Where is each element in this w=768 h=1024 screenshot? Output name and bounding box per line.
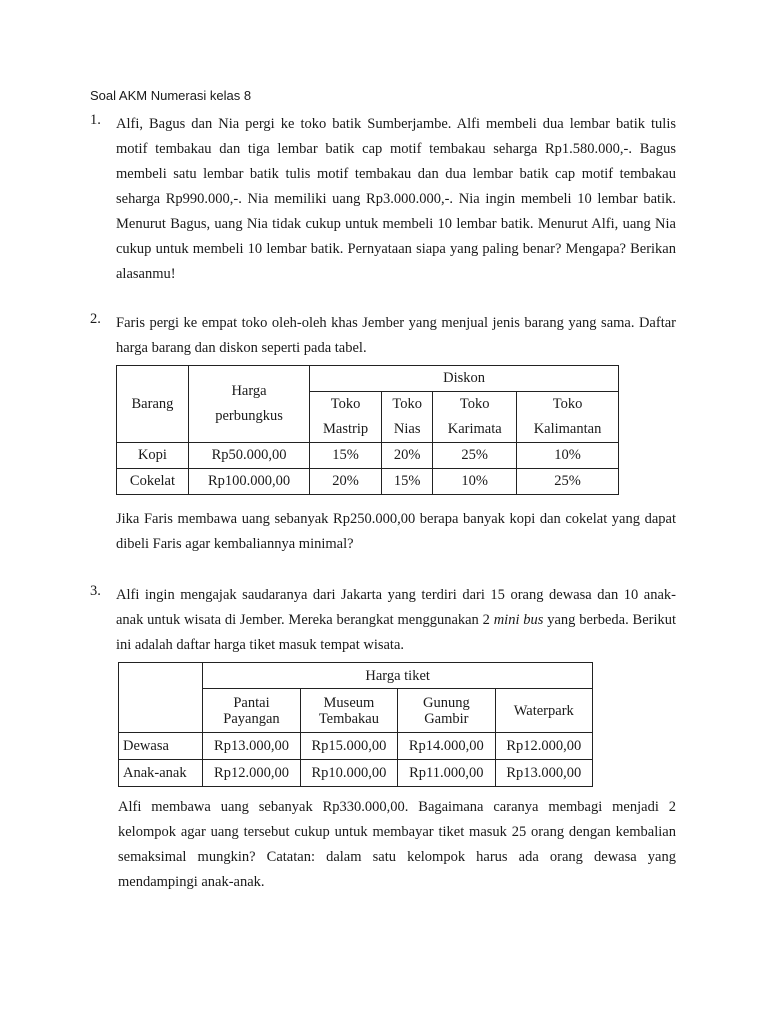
header-empty — [119, 663, 203, 733]
header-diskon: Diskon — [310, 366, 619, 392]
table-row: Anak-anak Rp12.000,00 Rp10.000,00 Rp11.000,00 Rp13.000,00 — [119, 760, 593, 787]
question-1 — [90, 112, 676, 287]
header-place: Gunung Gambir — [398, 689, 495, 733]
header-store: Toko Karimata — [433, 392, 517, 443]
question-number: 1. — [90, 112, 101, 128]
header-barang: Barang — [117, 366, 189, 443]
ticket-table — [118, 662, 593, 787]
table-row: Cokelat Rp100.000,00 20% 15% 10% 25% — [117, 469, 619, 495]
table-row: Kopi Rp50.000,00 15% 20% 25% 10% — [117, 443, 619, 469]
header-place: Museum Tembakau — [300, 689, 397, 733]
question-text: Alfi, Bagus dan Nia pergi ke toko batik Sumberjambe. Alfi membeli dua lembar batik tulis motif tembakau dan tiga lembar batik cap motif tembakau seharga Rp1.580.000,-. Bagus membeli satu lembar batik tulis motif tembakau dan dua lembar batik cap motif tembakau seharga Rp990.000,-. Nia memiliki uang Rp3.000.000,-. Nia ingin membeli 10 lembar batik. Menurut Bagus, uang Nia tidak cukup untuk membeli 10 lembar batik. Menurut Alfi, uang Nia cukup untuk membeli 10 lembar batik. Pernyataan siapa yang paling benar? Mengapa? Berikan alasanmu! — [116, 116, 676, 282]
emphasis-text: mini bus — [493, 612, 544, 628]
question-number: 2. — [90, 311, 101, 327]
question-2 — [90, 311, 676, 557]
question-intro: Faris pergi ke empat toko oleh-oleh khas Jember yang menjual jenis barang yang sama. Daftar harga barang dan diskon seperti pada tabel. — [116, 315, 676, 356]
table-row: Dewasa Rp13.000,00 Rp15.000,00 Rp14.000,00 Rp12.000,00 — [119, 733, 593, 760]
header-store: Toko Kalimantan — [517, 392, 619, 443]
header-place: Pantai Payangan — [203, 689, 300, 733]
question-text: Alfi membawa uang sebanyak Rp330.000,00. Bagaimana caranya membagi menjadi 2 kelompok agar uang tersebut cukup untuk membayar tiket masuk 25 orang dengan kembalian semaksimal mungkin? Catatan: dalam satu kelompok harus ada orang dewasa yang mendampingi anak-anak. — [118, 799, 676, 890]
question-text: Jika Faris membawa uang sebanyak Rp250.000,00 berapa banyak kopi dan cokelat yang dapat dibeli Faris agar kembaliannya minimal? — [116, 511, 676, 552]
header-store: Toko Nias — [382, 392, 433, 443]
question-number: 3. — [90, 583, 101, 599]
header-harga: Harga perbungkus — [188, 366, 309, 443]
header-place: Waterpark — [495, 689, 592, 733]
header-harga-tiket: Harga tiket — [203, 663, 593, 689]
document-title: Soal AKM Numerasi kelas 8 — [90, 88, 252, 103]
header-store: Toko Mastrip — [310, 392, 382, 443]
question-intro: Alfi ingin mengajak saudaranya dari Jakarta yang terdiri dari 15 orang dewasa dan 10 anak-anak untuk wisata di Jember. Mereka berangkat menggunakan 2 mini bus yang berbeda. Berikut ini adalah daftar harga tiket masuk tempat wisata. — [116, 587, 677, 653]
discount-table — [116, 365, 619, 495]
question-3 — [90, 583, 676, 895]
